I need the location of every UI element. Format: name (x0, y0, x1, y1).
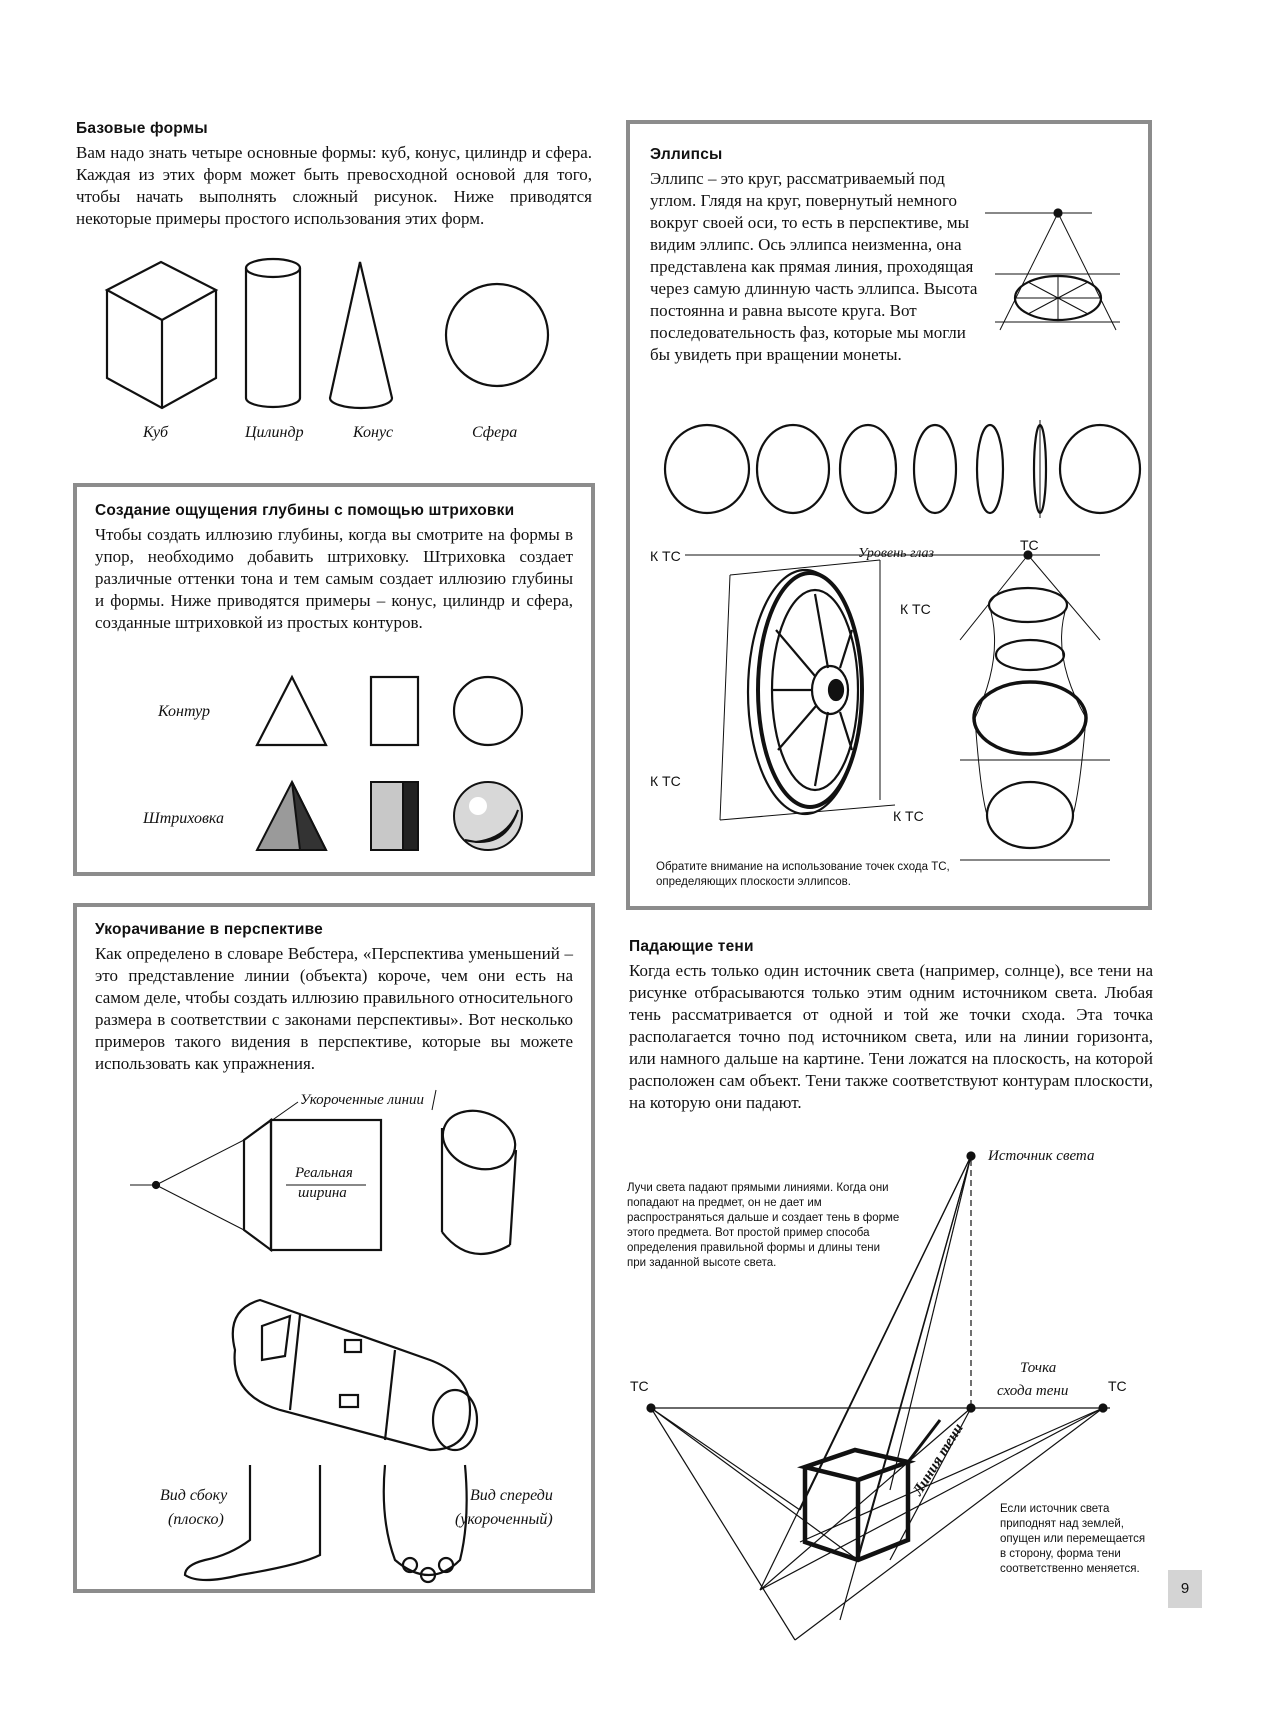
shadows-label-vp-2: схода тени (997, 1383, 1069, 1399)
shadows-label-vp-1: Точка (1020, 1360, 1057, 1376)
shadows-note-left: Лучи света падают прямыми линиями. Когда они попадают на предмет, он не дает им распространяться дальше и создает тень в форме этого предмета. Вот простой пример способа определения правильной формы и длины тени при заданной высоте света. (627, 1182, 900, 1269)
caption-cylinder: Цилиндр (245, 424, 304, 441)
shading-label-contour: Контур (158, 703, 210, 720)
shadows-heading: Падающие тени (629, 938, 754, 955)
shadows-label-shadow-line: Линия тени (910, 1420, 967, 1499)
shadow-cube (805, 1420, 940, 1560)
ellipses-heading: Эллипсы (650, 146, 723, 163)
shading-label-hatching: Штриховка (143, 810, 224, 827)
foreshortening-heading: Укорачивание в перспективе (95, 921, 323, 938)
label-real-width-2: ширина (298, 1185, 347, 1201)
basic-forms-heading: Базовые формы (76, 120, 208, 137)
label-real-width-1: Реальная (295, 1165, 353, 1181)
label-side-view-2: (плоско) (168, 1511, 224, 1528)
shading-text: Чтобы создать иллюзию глубины, когда вы смотрите на формы в упор, необходимо добавить штриховку. Штриховка создает различные оттенки тона и тем самым создает иллюзию глубины и формы. Ниже приводятся примеры – конус, цилиндр и сфера, созданные штриховкой из простых контуров. (95, 525, 573, 632)
ellipses-label-ktc-1: К ТС (650, 548, 681, 564)
ellipses-label-eye-level: Уровень глаз (858, 546, 934, 561)
shadows-note-right: Если источник света приподнят над землей, опущен или перемещается в сторону, форма тени соответственно меняется. (1000, 1503, 1146, 1575)
ellipses-text: Эллипс – это круг, рассматриваемый под углом. Глядя на круг, повернутый немного вокруг своей оси, то есть в перспективе, мы видим эллипс. Ось эллипса неизменна, она представлена как прямая линия, проходящая через самую длинную часть эллипса. Высота постоянна и равна высоте круга. Вот последовательность фаз, которые мы могли бы увидеть при вращении монеты. (650, 169, 978, 364)
shadows-label-tc-left: ТС (630, 1378, 649, 1394)
ellipses-label-ktc-4: К ТС (893, 808, 924, 824)
ellipses-label-ktc-3: К ТС (650, 773, 681, 789)
ellipses-label-tc: ТС (1020, 537, 1039, 553)
basic-forms-text: Вам надо знать четыре основные формы: куб, конус, цилиндр и сфера. Каждая из этих форм может быть превосходной основой для того, чтобы начать выполнять сложный рисунок. Ниже приводятся некоторые примеры простого использования этих форм. (76, 143, 592, 228)
page-number: 9 (1168, 1570, 1202, 1608)
shadows-label-light-source: Источник света (988, 1148, 1095, 1164)
shadows-text: Когда есть только один источник света (например, солнце), все тени на рисунке отбрасываются только этим одним источником света. Любая тень рассматривается от одной и той же точки схода. Эта точка располагается точно под источником света, или на линии горизонта, или намного дальше на картине. Тени ложатся на плоскость, на которой расположен сам объект. Тени также соответствуют контурам плоскости, на которую они падают. (629, 961, 1153, 1112)
label-front-view-2: (укороченный) (455, 1511, 553, 1528)
foreshortening-text: Как определено в словаре Вебстера, «Перспектива уменьшений – это представление линии (объекта) короче, чем они есть на самом деле, чтобы создать иллюзию правильного относительного размера в соответствии с законами перспективы». Вот несколько примеров такого видения в перспективе, которые вы можете использовать как упражнения. (95, 944, 573, 1073)
label-front-view-1: Вид спереди (470, 1487, 553, 1504)
label-foreshortened-lines: Укороченные линии (300, 1092, 425, 1108)
shadows-label-tc-right: ТС (1108, 1378, 1127, 1394)
shading-heading: Создание ощущения глубины с помощью штриховки (95, 502, 515, 519)
caption-cone: Конус (353, 424, 394, 441)
caption-sphere: Сфера (472, 424, 518, 441)
label-side-view-1: Вид сбоку (160, 1487, 228, 1504)
caption-cube: Куб (143, 424, 169, 441)
ellipses-label-ktc-2: К ТС (900, 601, 931, 617)
ellipses-note: Обратите внимание на использование точек схода ТС, определяющих плоскости эллипсов. (656, 861, 950, 888)
